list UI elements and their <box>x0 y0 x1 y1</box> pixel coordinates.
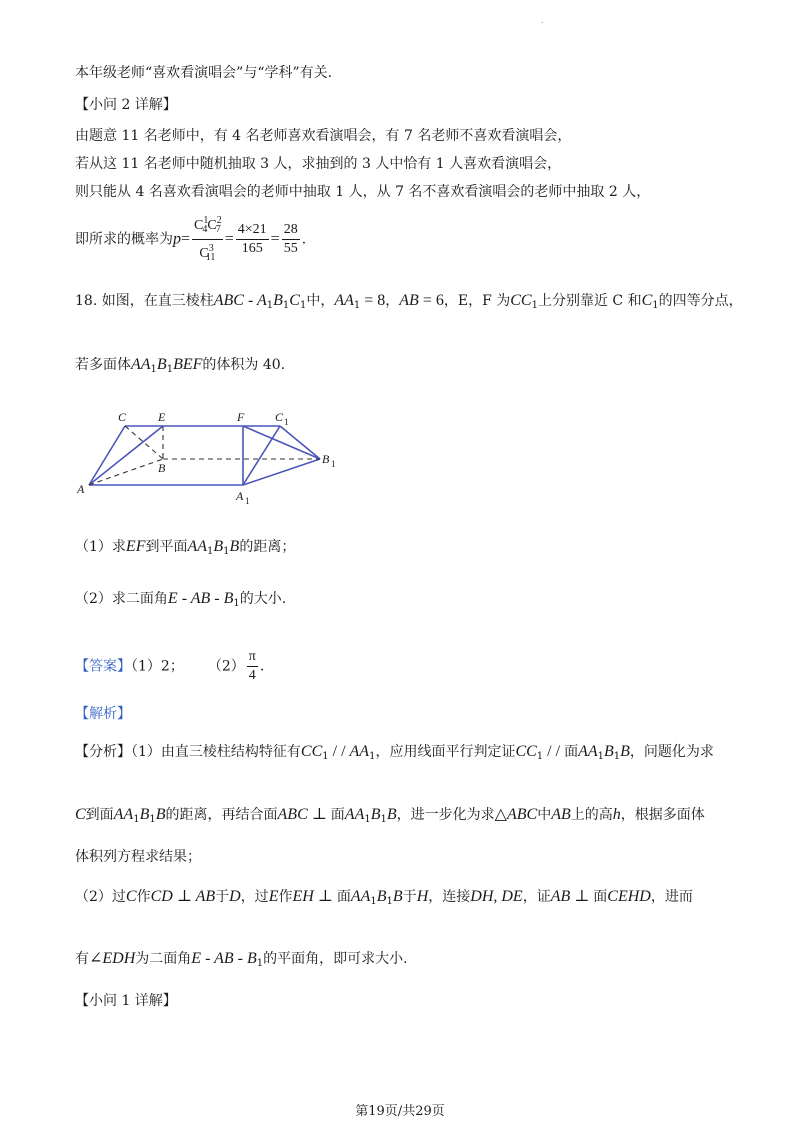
paragraph-given: 由题意 11 名老师中，有 4 名老师喜欢看演唱会，有 7 名老师不喜欢看演唱会， <box>75 128 572 144</box>
label-A1-sub: 1 <box>245 496 250 505</box>
fraction-combination: $\frac{C^1_4C^2_7}{C^3_{11}}$ <box>192 212 223 267</box>
paragraph-conclusion: 本年级老师“喜欢看演唱会”与“学科”有关. <box>75 65 333 81</box>
analysis-part2: （2）过C作CD ⊥ AB于D，过E作EH ⊥ 面$AA_1B_1B$于H，连接DH, DE，证AB ⊥ 面CEHD，进而 <box>75 888 693 907</box>
analysis-part2-cont: 有∠EDH为二面角E - AB - $B_1$的平面角，即可求大小. <box>75 950 408 969</box>
page-number: 第19页/共29页 <box>355 1104 445 1119</box>
answer-line: 【答案】（1）2； （2） $\frac{\pi}{4}$ . <box>75 649 265 683</box>
paragraph-sampling: 若从这 11 名老师中随机抽取 3 人，求抽到的 3 人中恰有 1 人喜欢看演唱会， <box>75 156 562 172</box>
question-18-statement: 18. 如图，在直三棱柱ABC - $A_1B_1C_1$中，$AA_1 = 8$，AB = 6，E，F 为$CC_1$上分别靠近 C 和$C_1$的四等分点， <box>75 292 743 311</box>
subquestion-2-heading: 【小问 2 详解】 <box>75 97 177 113</box>
probability-formula: 即所求的概率为p= $\frac{C^1_4C^2_7}{C^3_{11}}$ = $\frac{4\times 21}{165}$ = $\frac{28}{55}$ . <box>75 212 306 267</box>
fraction-result: $\frac{28}{55}$ <box>283 222 298 256</box>
analysis-part1-end: 体积列方程求结果； <box>75 849 201 865</box>
subquestion-2: （2）求二面角E - AB - $B_1$的大小. <box>75 590 287 609</box>
label-B1-sub: 1 <box>331 459 336 469</box>
label-B1: B <box>322 452 330 466</box>
fraction-pi-over-4: $\frac{\pi}{4}$ <box>248 649 256 683</box>
analysis-part1: 【分析】（1）由直三棱柱结构特征有$CC_1$ / / $AA_1$，应用线面平行判定证$CC_1$ / / 面$AA_1B_1B$，问题化为求 <box>75 743 714 762</box>
label-A1: A <box>236 489 244 503</box>
subquestion-1-heading: 【小问 1 详解】 <box>75 993 177 1009</box>
subquestion-1: （1）求EF到平面$AA_1B_1B$的距离； <box>75 538 296 557</box>
analysis-heading: 【解析】 <box>75 706 131 722</box>
label-C: C <box>118 410 127 424</box>
label-B: B <box>158 461 166 475</box>
label-E: E <box>158 410 166 424</box>
paragraph-method: 则只能从 4 名喜欢看演唱会的老师中抽取 1 人，从 7 名不喜欢看演唱会的老师中抽取 2 人， <box>75 184 651 200</box>
corner-dot: . <box>541 16 544 25</box>
answer-label: 【答案】 <box>75 658 131 675</box>
question-18-volume: 若多面体$AA_1B_1BEF$的体积为 40. <box>75 356 286 375</box>
label-C1: C <box>275 410 284 424</box>
analysis-part1-cont: C到面$AA_1B_1B$的距离，再结合面ABC ⊥ 面$AA_1B_1B$，进一步化为求△ABC中AB上的高h，根据多面体 <box>75 806 705 825</box>
label-A: A <box>77 482 85 496</box>
fraction-product: $\frac{4\times 21}{165}$ <box>237 222 267 256</box>
label-C1-sub: 1 <box>284 417 289 427</box>
prism-figure <box>70 405 350 505</box>
label-F: F <box>237 410 245 424</box>
